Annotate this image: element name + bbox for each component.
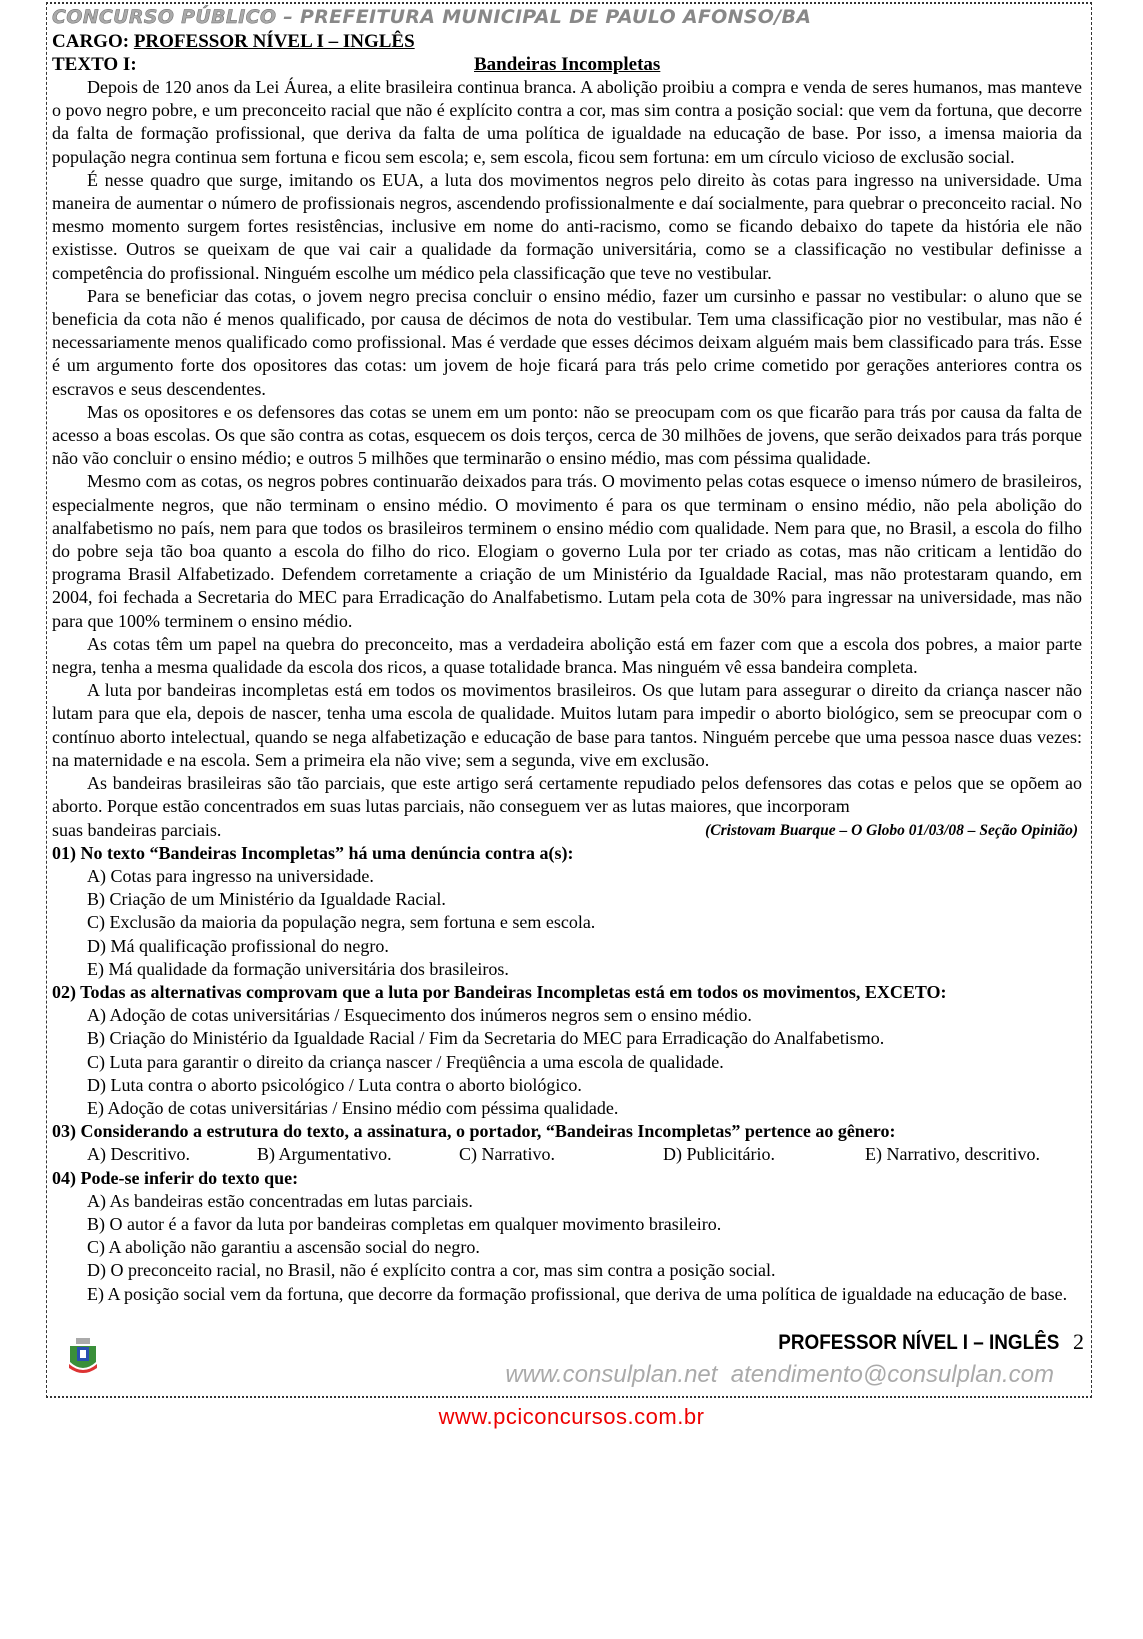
answer-option[interactable]: B) O autor é a favor da luta por bandeiras completas em qualquer movimento brasileiro. — [87, 1213, 722, 1234]
text-title: Bandeiras Incompletas — [474, 54, 661, 75]
answer-option[interactable]: D) Luta contra o aborto psicológico / Luta contra o aborto biológico. — [87, 1074, 582, 1095]
header-brand: CONCURSO PÚBLICO — [52, 6, 277, 28]
page-footer — [52, 1328, 1082, 1392]
paragraph: Mas os opositores e os defensores das cotas se unem em um ponto: não se preocupam com os que ficarão para trás por causa da falta de acesso a boas escolas. Os que são contra as cotas, esquecem os dois terços, cerca de 30 milhões de jovens, que serão deixados para trás porque não vão concluir o ensino médio; e outros 5 milhões que terminarão o ensino médio, mas com péssima qualidade. — [52, 401, 1082, 469]
answer-option[interactable]: A) Adoção de cotas universitárias / Esquecimento dos inúmeros negros sem o ensino médio. — [87, 1005, 752, 1026]
answer-option[interactable]: A) Cotas para ingresso na universidade. — [87, 865, 374, 886]
municipal-crest-icon — [66, 1338, 100, 1374]
answer-option[interactable]: B) Criação do Ministério da Igualdade Racial / Fim da Secretaria do MEC para Erradicação do Analfabetismo. — [87, 1028, 885, 1049]
answer-option[interactable]: C) Exclusão da maioria da população negra, sem fortuna e sem escola. — [87, 912, 596, 933]
texto-label: TEXTO I: — [52, 54, 137, 75]
paragraph: É nesse quadro que surge, imitando os EUA, a luta dos movimentos negros pelo direito às cotas para ingresso na universidade. Uma maneira de aumentar o número de profissionais negros, ascendendo profissionalmente e daí socialmente, para quebrar o preconceito racial. No mesmo momento surgem fortes resistências, inclusive em nome do anti-racismo, como se ficando debaixo do tapete da história ele não existisse. Outros se queixam de que vai cair a qualidade da formação universitária, como se a classificação no vestibular definisse a competência do profissional. Ninguém escolhe um médico pela classificação que teve no vestibular. — [52, 169, 1082, 283]
paragraph: A luta por bandeiras incompletas está em todos os movimentos brasileiros. Os que lutam para assegurar o direito da criança nascer não lutam para que ela, depois de nascer, tenha uma escola de qualidade. Muitos lutam para impedir o aborto biológico, sem se preocupar com o contínuo aborto intelectual, quando se nega alfabetização e educação de base para tantos. Ninguém percebe que uma pessoa nasce duas vezes: na maternidade e na escola. Sem a primeira ela não vive; sem a segunda, vive em exclusão. — [52, 680, 1082, 770]
answer-option[interactable]: E) Narrativo, descritivo. — [865, 1144, 1040, 1165]
answer-options-row — [87, 1143, 1082, 1166]
header-institution: – PREFEITURA MUNICIPAL DE PAULO AFONSO/BA — [276, 6, 812, 28]
answer-option[interactable]: E) A posição social vem da fortuna, que decorre da formação profissional, que deriva de uma política de igualdade na educação de base. — [87, 1283, 1068, 1304]
paragraph-end-line — [52, 819, 1082, 842]
question-stem: 03) Considerando a estrutura do texto, a assinatura, o portador, “Bandeiras Incompletas” pertence ao gênero: — [52, 1121, 896, 1142]
source-citation: (Cristovam Buarque – O Globo 01/03/08 – Seção Opinião) — [705, 821, 1078, 839]
paragraph: Mesmo com as cotas, os negros pobres continuarão deixados para trás. O movimento pelas cotas esquece o imenso número de brasileiros, especialmente negros, que não terminam o ensino médio. O movimento é para os que terminam o ensino médio, não pela abolição do analfabetismo no país, nem para que todos os brasileiros terminem o ensino médio com qualidade. Nem para que, no Brasil, a escola do filho do pobre seja tão boa quanto a escola do filho do rico. Elogiam o governo Lula por ter criado as cotas, mas não criticam a lentidão do programa Brasil Alfabetizado. Defendem corretamente a criação de um Ministério da Igualdade Racial, mas não protestaram quando, em 2004, foi fechada a Secretaria do MEC para Erradicação do Analfabetismo. Lutam pela cota de 30% para ingressar na universidade, mas não para que 100% terminem o ensino médio. — [52, 471, 1082, 631]
exam-header — [52, 4, 1082, 30]
exam-page — [52, 4, 1082, 1306]
cargo-value: PROFESSOR NÍVEL I – INGLÊS — [133, 31, 415, 52]
question-stem: 01) No texto “Bandeiras Incompletas” há uma denúncia contra a(s): — [52, 842, 574, 863]
answer-option[interactable]: E) Adoção de cotas universitárias / Ensino médio com péssima qualidade. — [87, 1097, 619, 1118]
answer-option[interactable]: B) Criação de um Ministério da Igualdade Racial. — [87, 889, 446, 910]
paragraph: As cotas têm um papel na quebra do preconceito, mas a verdadeira abolição está em fazer com que a escola dos pobres, a maior parte negra, tenha a mesma qualidade da escola dos ricos, a quase totalidade branca. Mas ninguém vê essa bandeira completa. — [52, 633, 1082, 678]
footer-title: PROFESSOR NÍVEL I – INGLÊS — [777, 1330, 1059, 1354]
footer-title-row — [52, 1328, 1082, 1356]
answer-option[interactable]: C) Narrativo. — [459, 1144, 555, 1165]
answer-option[interactable]: A) As bandeiras estão concentradas em lutas parciais. — [87, 1190, 473, 1211]
site-link[interactable]: www.pciconcursos.com.br — [438, 1403, 705, 1429]
paragraph: As bandeiras brasileiras são tão parciais, que este artigo será certamente repudiado pelos defensores das cotas e pelos que se opõem ao aborto. Porque estão concentrados em suas lutas parciais, não conseguem ver as lutas maiores, que incorporam — [52, 773, 1082, 817]
answer-option[interactable]: C) Luta para garantir o direito da criança nascer / Freqüência a uma escola de qualidade. — [87, 1051, 724, 1072]
answer-option[interactable]: E) Má qualidade da formação universitária dos brasileiros. — [87, 958, 509, 979]
answer-option[interactable]: D) Má qualificação profissional do negro. — [87, 935, 389, 956]
answer-option[interactable]: D) O preconceito racial, no Brasil, não é explícito contra a cor, mas sim contra a posição social. — [87, 1260, 776, 1281]
texto-heading — [52, 54, 1082, 76]
question-stem: 02) Todas as alternativas comprovam que a luta por Bandeiras Incompletas está em todos os movimentos, EXCETO: — [52, 981, 947, 1002]
cargo-label: CARGO: — [52, 31, 134, 52]
answer-option[interactable]: D) Publicitário. — [663, 1144, 775, 1165]
answer-option[interactable]: C) A abolição não garantiu a ascensão social do negro. — [87, 1237, 480, 1258]
answer-option[interactable]: A) Descritivo. — [87, 1144, 190, 1165]
question-stem: 04) Pode-se inferir do texto que: — [52, 1167, 299, 1188]
cargo-line — [52, 30, 1082, 54]
page-border — [46, 2, 1092, 1398]
page-number: 2 — [1073, 1328, 1084, 1354]
paragraph: Para se beneficiar das cotas, o jovem negro precisa concluir o ensino médio, fazer um cursinho e passar no vestibular: o aluno que se beneficia da cota não é menos qualificado, por causa de décimos de nota do vestibular. Tem uma classificação pior no vestibular, mas não é necessariamente menos qualificado como profissional. Mas é verdade que esses décimos deixam alguém mais bem classificado para trás. Esse é um argumento forte dos opositores das cotas: um jovem de hoje ficará para trás pelo crime cometido por gerações anteriores contra os escravos e seus descendentes. — [52, 285, 1082, 399]
paragraph: Depois de 120 anos da Lei Áurea, a elite brasileira continua branca. A abolição proibiu a compra e venda de seres humanos, mas manteve o povo negro pobre, e um preconceito racial que não é explícito contra a cor, mas sim contra a posição social: que vem da fortuna, que decorre da falta de formação profissional, que deriva da falta de uma política de igualdade na educação de base. Por isso, a imensa maioria da população negra continua sem fortuna e ficou sem escola; e, sem escola, ficou sem fortuna: em um círculo vicioso de exclusão social. — [52, 77, 1082, 167]
paragraph-end: suas bandeiras parciais. — [52, 819, 222, 840]
answer-option[interactable]: B) Argumentativo. — [257, 1144, 392, 1165]
footer-contact[interactable]: www.consulplan.net atendimento@consulplan.com — [505, 1360, 1054, 1388]
